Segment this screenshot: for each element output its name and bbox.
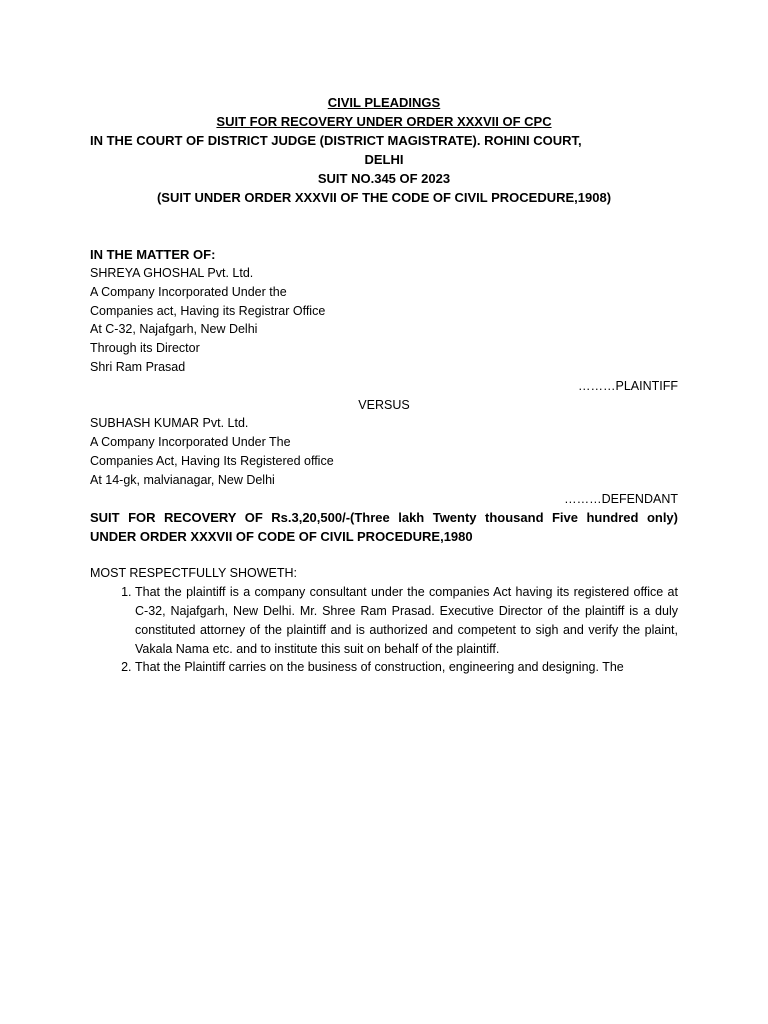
versus-label: VERSUS: [358, 397, 410, 412]
plaintiff-line: Companies act, Having its Registrar Office: [90, 303, 326, 318]
plaintiff-line: Shri Ram Prasad: [90, 359, 186, 374]
defendant-line: A Company Incorporated Under The: [90, 435, 291, 450]
matter-heading: IN THE MATTER OF:: [90, 247, 216, 262]
spacer: [90, 546, 678, 564]
paragraph-list: [90, 583, 678, 677]
suit-title: SUIT FOR RECOVERY OF Rs.3,20,500/-(Three lakh Twenty thousand Five hundred only) UNDER ORDER XXXVII OF CODE OF CIVIL PROCEDURE,1980: [90, 510, 678, 545]
document-title: CIVIL PLEADINGS: [327, 95, 441, 110]
suit-under-order: (SUIT UNDER ORDER XXXVII OF THE CODE OF CIVIL PROCEDURE,1908): [156, 190, 612, 205]
plaintiff-block: [90, 264, 678, 396]
plaintiff-tag: ………PLAINTIFF: [577, 378, 678, 393]
body-intro: MOST RESPECTFULLY SHOWETH:: [90, 566, 297, 581]
plaintiff-line: Through its Director: [90, 341, 200, 356]
defendant-line: Companies Act, Having Its Registered office: [90, 453, 334, 468]
defendant-line: SUBHASH KUMAR Pvt. Ltd.: [90, 416, 249, 431]
plaintiff-line: SHREYA GHOSHAL Pvt. Ltd.: [90, 266, 254, 280]
court-name-line-2: DELHI: [364, 152, 404, 167]
paragraph-item: 1. That the plaintiff is a company consultant under the companies Act having its registered office at C-32, Najafgarh, New Delhi. Mr. Shree Ram Prasad. Executive Director of the plaintiff is a duly constituted attorney of the plaintiff and is authorized and competent to sigh and verify the plaint, Vakala Nama etc. and to institute this suit on behalf of the plaintiff.: [135, 583, 678, 658]
defendant-line: At 14-gk, malvianagar, New Delhi: [90, 472, 275, 487]
court-name-line-1: IN THE COURT OF DISTRICT JUDGE (DISTRICT MAGISTRATE). ROHINI COURT,: [90, 133, 582, 148]
defendant-block: [90, 414, 678, 508]
paragraph-item: 2. That the Plaintiff carries on the business of construction, engineering and designing. The: [135, 658, 678, 677]
plaintiff-line: At C-32, Najafgarh, New Delhi: [90, 322, 258, 337]
document-subtitle: SUIT FOR RECOVERY UNDER ORDER XXXVII OF CPC: [216, 114, 552, 129]
plaintiff-line: A Company Incorporated Under the: [90, 284, 287, 299]
defendant-tag: ………DEFENDANT: [564, 491, 678, 506]
document-content: [90, 93, 678, 677]
suit-number: SUIT NO.345 OF 2023: [317, 171, 451, 186]
